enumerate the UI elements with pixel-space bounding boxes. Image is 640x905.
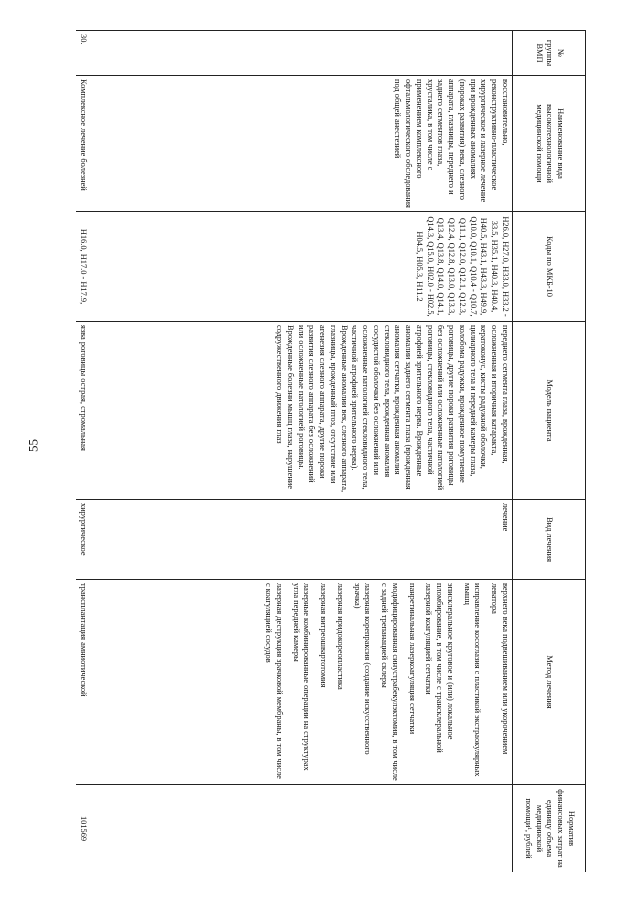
cell-name: восстановительно, реконструктивно-пластическое хирургическое и лазерное лечение при врожденных аномалиях (пороках развития) века, слезного аппарата, глазницы, переднего и заднего сегментов глаза, хрусталика, в том числе с применением комплексного офтальмологического обследования под общей анестезией [93, 76, 513, 212]
header-model: Модель пациента [513, 322, 586, 500]
cell-norm [93, 785, 513, 873]
cell-norm: 101569 [76, 785, 93, 873]
table-row [76, 31, 93, 873]
cell-methods [76, 580, 93, 785]
header-codes: Коды по МКБ-10 [513, 212, 586, 322]
document [12, 30, 612, 872]
method-item: лазерная иридокореопластика [336, 583, 345, 690]
header-norm: Норматив финансовых затрат на единицу объема медицинской помощи¹, рублей [513, 785, 586, 873]
method-item: лазерная витреошвартотомия [319, 583, 329, 688]
cell-treatment-type: лечение [93, 500, 513, 580]
cell-group: 30. [76, 31, 93, 76]
method-item: лазерная деструкция зрачковой мембраны, в том числе с коагуляцией сосудов [264, 583, 284, 779]
cell-treatment-type: хирургическое [76, 500, 93, 580]
method-item: модифицированная синустрабекулэктомия, в том числе с задней трепанацией склеры [380, 583, 400, 781]
table-row [93, 31, 513, 873]
header-name: Наименование вида высокотехнологичной медицинской помощи [513, 76, 586, 212]
method-item: панретинальная лазеркоагуляция сетчатки [407, 583, 417, 735]
method-item: трансплантация амниотической [79, 583, 89, 697]
cell-name: Комплексное лечение болезней [76, 76, 93, 212]
cell-model: переднего сегмента глаза, врожденная, осложненная и вторичная катаракта, кератоконус, кисты радужной оболочки, цилиарного тела и передней камеры глаза, колобома радужки, врожденное помутнение роговицы, другие пороки развития роговицы без осложнений или осложненные патологией роговицы, стекловидного тела, частичной атрофией зрительного нерва. Врожденные аномалии заднего сегмента глаза (врожденная аномалия сетчатки, врожденная аномалия стекловидного тела, врожденная аномалия сосудистой оболочки без осложнений или осложненные патологией стекловидного тела, частичной атрофией зрительного нерва). Врожденные аномалии век, слезного аппарата, глазницы, врожденный птоз, отсутствие или агенезия слезного аппарата, другие пороки развития слезного аппарата без осложнений или осложненные патологией роговицы. Врожденные болезни мышц глаза, нарушение содружественного движения глаз [93, 322, 513, 500]
header-group: № группы ВМП [513, 31, 586, 76]
cell-model: язва роговицы острая, стромальная [76, 322, 93, 500]
header-method: Метод лечения [513, 580, 586, 785]
page-number-label: 55 [25, 439, 41, 452]
method-item: лазерная корепраксия (создание искусственного зрачка) [352, 583, 373, 755]
cell-methods [93, 580, 513, 785]
table-header-row [513, 31, 586, 873]
vmp-table-wrapper [12, 30, 586, 872]
method-item: эписклеральное круговое и (или) локальное пломбирование, в том числе с трансклеральной лазерной коагуляцией сетчатки [424, 583, 455, 753]
header-treatment-type: Вид лечения [513, 500, 586, 580]
method-item: лазерные комбинированные операции на структурах угла передней камеры [291, 583, 312, 771]
cell-codes: H26.0, H27.0, H33.0, H33.2 - 33.5, H35.1, H40.3, H40.4, H40.5, H43.1, H43.3, H49.9, Q10.0, Q10.1, Q10.4 - Q10.7, Q11.1, Q12.0, Q12.1, Q12.3, Q12.4, Q12.8, Q13.0, Q13.3, Q13.4, Q13.8, Q14.0, Q14.1, Q14.3, Q15.0, H02.0 - H02.5, H04.5, H05.3, H11.2 [93, 212, 513, 322]
cell-group [93, 31, 513, 76]
cell-codes: H16.0, H17.0 - H17.9, [76, 212, 93, 322]
vmp-table [76, 30, 586, 872]
method-item: исправление косоглазия с пластикой экстраокулярных мышц [462, 583, 483, 777]
method-item: верхнего века подвешиванием или укорочением леватора [490, 583, 510, 755]
